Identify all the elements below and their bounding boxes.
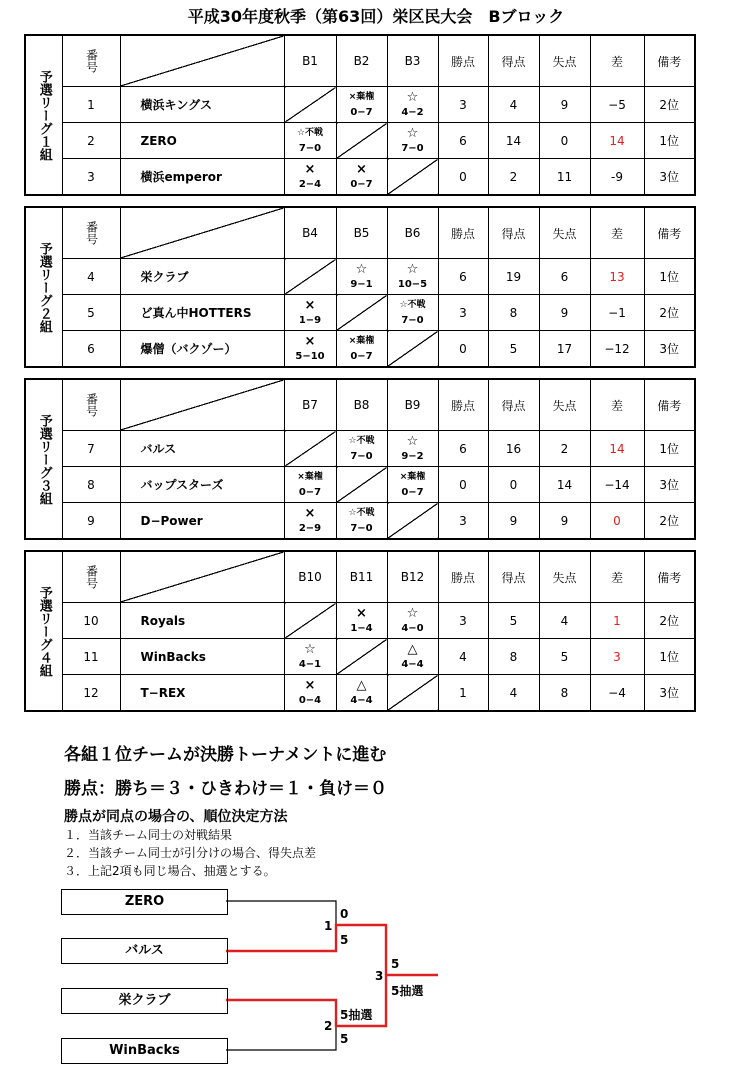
team-goal-diff: -9	[590, 159, 644, 196]
result-mark: ×棄権	[399, 471, 426, 482]
header-gf: 得点	[488, 551, 539, 603]
team-number: 7	[62, 431, 120, 467]
team-goals-for: 0	[488, 467, 539, 503]
points-note: 勝点：勝ち＝３・ひきわけ＝１・負け＝０	[64, 779, 387, 799]
team-number: 5	[62, 295, 120, 331]
result-score: 7−0	[298, 142, 322, 154]
team-goal-diff: 14	[590, 431, 644, 467]
team-name: T−REX	[120, 675, 284, 712]
result-score: 4−4	[350, 694, 373, 706]
page-title: 平成30年度秋季（第63回）栄区民大会 Bブロック	[187, 7, 565, 26]
team-number: 12	[62, 675, 120, 712]
result-score: 4−4	[401, 658, 424, 670]
team-number: 2	[62, 123, 120, 159]
result-score: 7−0	[350, 522, 373, 534]
tie-rule-1: １．当該チーム同士の対戦結果	[64, 828, 233, 842]
team-name: WinBacks	[120, 639, 284, 675]
team-name: 爆僧（バクゾー）	[120, 331, 284, 368]
bracket-team-4: WinBacks	[61, 1038, 228, 1064]
team-goals-for: 2	[488, 159, 539, 196]
team-number: 4	[62, 259, 120, 295]
result-mark: ☆	[355, 261, 368, 277]
team-goals-against: 9	[539, 503, 590, 540]
result-mark: ☆不戦	[399, 299, 426, 310]
bracket-team-1: ZERO	[61, 889, 228, 915]
team-name: 横浜emperor	[120, 159, 284, 196]
team-points: 3	[438, 503, 488, 540]
header-gf: 得点	[488, 35, 539, 87]
header-ga: 失点	[539, 551, 590, 603]
tie-rule-2: ２．当該チーム同士が引分けの場合、得失点差	[64, 846, 317, 860]
result-score: 4−2	[401, 106, 424, 118]
result-score: 4−1	[298, 658, 322, 670]
team-points: 3	[438, 87, 488, 123]
result-score: 9−1	[350, 278, 373, 290]
tie-break-title: 勝点が同点の場合の、順位決定方法	[64, 809, 288, 825]
header-col-b1: B1	[284, 35, 336, 87]
team-rank: 3位	[644, 675, 695, 712]
result-score: 4−0	[401, 622, 424, 634]
team-goals-for: 4	[488, 87, 539, 123]
result-score: 0−4	[298, 694, 322, 706]
score-m3-bottom: 5抽選	[391, 984, 424, 998]
team-goal-diff: 13	[590, 259, 644, 295]
result-mark: ☆不戦	[348, 435, 375, 446]
team-goals-against: 17	[539, 331, 590, 368]
team-goal-diff: 1	[590, 603, 644, 639]
team-rank: 3位	[644, 159, 695, 196]
team-goals-for: 9	[488, 503, 539, 540]
header-col-b3: B3	[387, 35, 438, 87]
team-goals-against: 11	[539, 159, 590, 196]
result-score: 0−7	[298, 486, 322, 498]
group-side-text: 予選リーグ３組	[36, 413, 52, 505]
group-side-text: 予選リーグ４組	[36, 585, 52, 677]
header-diff: 差	[590, 35, 644, 87]
team-goals-against: 14	[539, 467, 590, 503]
header-col-b5: B5	[336, 207, 387, 259]
result-mark: ☆	[406, 89, 419, 105]
team-number: 6	[62, 331, 120, 368]
team-points: 1	[438, 675, 488, 712]
header-remarks: 備考	[644, 35, 695, 87]
result-mark: ☆	[406, 125, 419, 141]
team-name: ど真ん中HOTTERS	[120, 295, 284, 331]
header-ga: 失点	[539, 35, 590, 87]
team-goals-for: 14	[488, 123, 539, 159]
result-mark: ×	[304, 677, 316, 693]
result-mark: ☆	[406, 261, 419, 277]
result-score: 0−7	[350, 350, 373, 362]
header-diff: 差	[590, 379, 644, 431]
header-remarks: 備考	[644, 207, 695, 259]
team-points: 4	[438, 639, 488, 675]
header-gf: 得点	[488, 379, 539, 431]
team-rank: 1位	[644, 259, 695, 295]
team-points: 3	[438, 603, 488, 639]
header-col-b2: B2	[336, 35, 387, 87]
result-score: 0−7	[350, 106, 373, 118]
result-mark: ☆不戦	[348, 507, 375, 518]
result-mark: ×棄権	[348, 91, 375, 102]
result-score: 7−0	[401, 142, 424, 154]
team-goals-against: 2	[539, 431, 590, 467]
result-score: 2−4	[298, 178, 322, 190]
team-goal-diff: −4	[590, 675, 644, 712]
team-rank: 2位	[644, 295, 695, 331]
team-rank: 3位	[644, 467, 695, 503]
result-score: 2−9	[298, 522, 322, 534]
result-score: 0−7	[350, 178, 373, 190]
team-goals-against: 9	[539, 295, 590, 331]
result-score: 1−9	[298, 314, 322, 326]
team-goals-for: 19	[488, 259, 539, 295]
team-points: 6	[438, 431, 488, 467]
score-m1-bottom: 5	[340, 933, 349, 947]
team-name: Royals	[120, 603, 284, 639]
header-ga: 失点	[539, 207, 590, 259]
header-col-b7: B7	[284, 379, 336, 431]
group-side-text: 予選リーグ２組	[36, 241, 52, 333]
header-ga: 失点	[539, 379, 590, 431]
score-m2-top: 5抽選	[340, 1008, 373, 1022]
result-score: 7−0	[401, 314, 424, 326]
match-number-1: 1	[324, 919, 333, 933]
bracket-team-3: 栄クラブ	[61, 988, 228, 1014]
team-points: 0	[438, 331, 488, 368]
team-name: ZERO	[120, 123, 284, 159]
header-diff: 差	[590, 207, 644, 259]
team-goals-for: 8	[488, 295, 539, 331]
result-mark: ×	[304, 333, 316, 349]
header-col-b11: B11	[336, 551, 387, 603]
header-points: 勝点	[438, 379, 488, 431]
result-mark: ☆	[304, 641, 316, 657]
team-number: 9	[62, 503, 120, 540]
team-goals-for: 4	[488, 675, 539, 712]
result-mark: ☆不戦	[296, 127, 324, 138]
team-name: D−Power	[120, 503, 284, 540]
team-name: 栄クラブ	[120, 259, 284, 295]
team-goal-diff: −5	[590, 87, 644, 123]
team-goal-diff: 14	[590, 123, 644, 159]
team-goal-diff: −1	[590, 295, 644, 331]
score-m2-bottom: 5	[340, 1032, 349, 1046]
result-mark: ×	[356, 161, 367, 177]
result-score: 1−4	[350, 622, 373, 634]
header-gf: 得点	[488, 207, 539, 259]
tie-rule-3: ３．上記2項も同じ場合、抽選とする。	[64, 864, 276, 878]
team-goals-against: 0	[539, 123, 590, 159]
team-goals-for: 16	[488, 431, 539, 467]
team-goal-diff: −12	[590, 331, 644, 368]
header-diff: 差	[590, 551, 644, 603]
result-mark: ☆	[406, 605, 419, 621]
header-col-b9: B9	[387, 379, 438, 431]
header-points: 勝点	[438, 551, 488, 603]
team-goal-diff: 0	[590, 503, 644, 540]
team-goals-for: 5	[488, 331, 539, 368]
team-points: 6	[438, 123, 488, 159]
result-mark: ×棄権	[297, 471, 323, 482]
header-col-b8: B8	[336, 379, 387, 431]
result-score: 5−10	[295, 350, 325, 362]
header-number-text: 番号	[84, 393, 99, 417]
header-number-text: 番号	[84, 49, 99, 73]
team-goals-against: 4	[539, 603, 590, 639]
match-number-3: 3	[375, 969, 384, 983]
bracket-team-2: バルス	[61, 938, 228, 964]
header-col-b6: B6	[387, 207, 438, 259]
score-m3-top: 5	[391, 957, 400, 971]
team-goal-diff: −14	[590, 467, 644, 503]
header-remarks: 備考	[644, 379, 695, 431]
team-rank: 1位	[644, 431, 695, 467]
header-remarks: 備考	[644, 551, 695, 603]
result-score: 9−2	[401, 450, 424, 462]
team-goals-against: 5	[539, 639, 590, 675]
score-m1-top: 0	[340, 907, 349, 921]
header-points: 勝点	[438, 207, 488, 259]
result-mark: ×	[356, 605, 367, 621]
match-number-2: 2	[324, 1019, 333, 1033]
team-points: 6	[438, 259, 488, 295]
result-mark: ×棄権	[348, 335, 375, 346]
team-rank: 2位	[644, 503, 695, 540]
team-number: 3	[62, 159, 120, 196]
team-points: 3	[438, 295, 488, 331]
result-score: 7−0	[350, 450, 373, 462]
team-name: 横浜キングス	[120, 87, 284, 123]
team-goal-diff: 3	[590, 639, 644, 675]
team-number: 11	[62, 639, 120, 675]
header-col-b12: B12	[387, 551, 438, 603]
team-goals-against: 6	[539, 259, 590, 295]
team-number: 10	[62, 603, 120, 639]
bracket-line-zero	[226, 901, 336, 925]
group-side-text: 予選リーグ１組	[36, 69, 52, 161]
header-points: 勝点	[438, 35, 488, 87]
team-name: バルス	[120, 431, 284, 467]
bracket-win-line-1	[226, 925, 386, 975]
team-points: 0	[438, 467, 488, 503]
team-rank: 2位	[644, 603, 695, 639]
team-rank: 1位	[644, 123, 695, 159]
team-rank: 1位	[644, 639, 695, 675]
bracket-line-winbacks	[226, 1026, 336, 1050]
result-mark: ☆	[406, 433, 419, 449]
result-mark: ×	[304, 505, 316, 521]
team-rank: 3位	[644, 331, 695, 368]
team-goals-for: 8	[488, 639, 539, 675]
team-number: 1	[62, 87, 120, 123]
result-mark: ×	[304, 161, 316, 177]
team-goals-against: 8	[539, 675, 590, 712]
result-mark: △	[407, 641, 418, 657]
result-mark: ×	[304, 297, 316, 313]
team-name: バップスターズ	[120, 467, 284, 503]
advance-note: 各組１位チームが決勝トーナメントに進む	[64, 745, 387, 765]
result-score: 0−7	[401, 486, 424, 498]
header-number-text: 番号	[84, 221, 99, 245]
team-goals-for: 5	[488, 603, 539, 639]
header-number-text: 番号	[84, 565, 99, 589]
result-score: 10−5	[397, 278, 428, 290]
result-mark: △	[356, 677, 367, 693]
team-number: 8	[62, 467, 120, 503]
header-col-b10: B10	[284, 551, 336, 603]
team-goals-against: 9	[539, 87, 590, 123]
team-points: 0	[438, 159, 488, 196]
header-col-b4: B4	[284, 207, 336, 259]
team-rank: 2位	[644, 87, 695, 123]
